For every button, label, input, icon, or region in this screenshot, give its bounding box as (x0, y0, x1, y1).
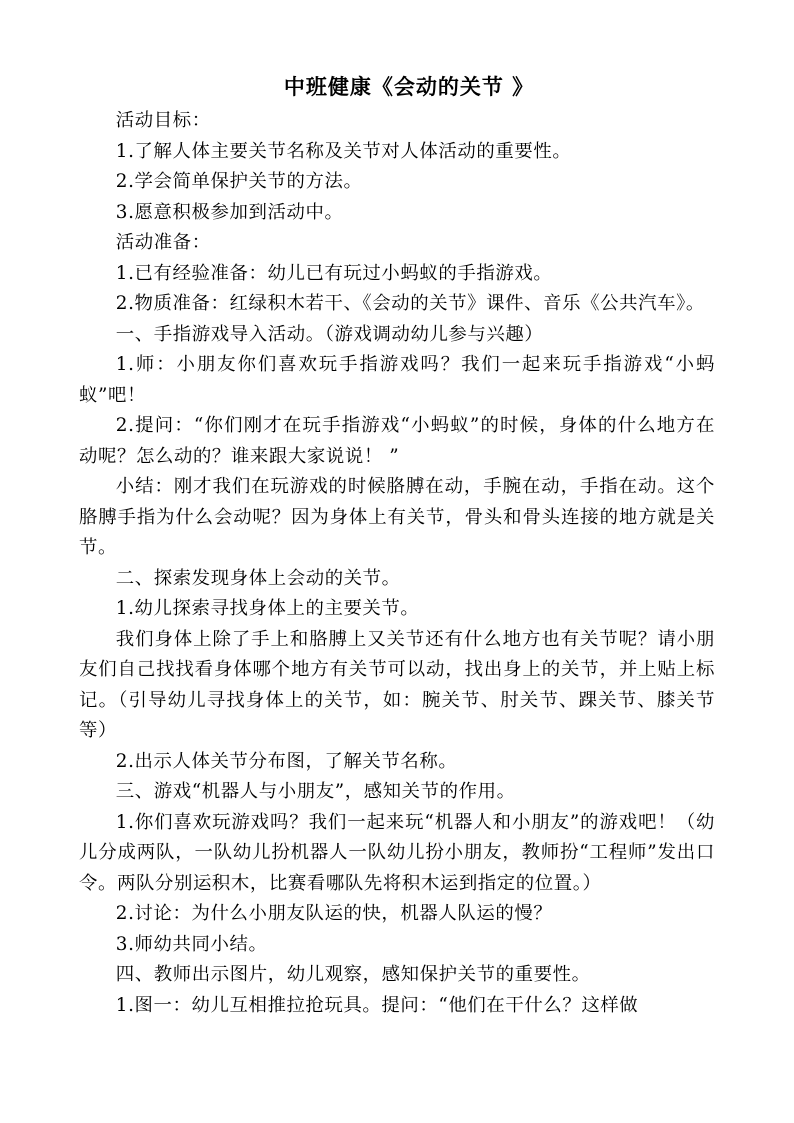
paragraph-section-2-step-1: 1.幼儿探索寻找身体上的主要关节。 (115, 598, 420, 619)
paragraph-prep-1: 1.已有经验准备：幼儿已有玩过小蚂蚁的手指游戏。 (115, 262, 553, 284)
paragraph-prep-2: 2.物质准备：红绿积木若干、《会动的关节》课件、音乐《公共汽车》。 (115, 293, 705, 314)
paragraph-prep-heading: 活动准备： (115, 232, 211, 253)
document-title: 中班健康《会动的关节 》 (283, 75, 535, 99)
paragraph-goal-1: 1.了解人体主要关节名称及关节对人体活动的重要性。 (115, 140, 572, 162)
paragraph-section-1-summary: 小结：刚才我们在玩游戏的时候胳膊在动，手腕在动，手指在动。这个胳膊手指为什么会动呢？因为身体上有关节，骨头和骨头连接的地方就是关节。 (79, 476, 715, 558)
paragraph-section-3-step-1: 1.你们喜欢玩游戏吗？我们一起来玩“机器人和小朋友”的游戏吧！（幼儿分成两队，一队幼儿扮机器人一队幼儿扮小朋友，教师扮“工程师”发出口令。两队分别运积木，比赛看哪队先将积木运到指定的位置。） (79, 811, 715, 894)
paragraph-goal-3: 3.愿意积极参加到活动中。 (115, 201, 344, 223)
paragraph-section-2-detail: 我们身体上除了手上和胳膊上又关节还有什么地方也有关节呢？请小朋友们自己找找看身体哪个地方有关节可以动，找出身上的关节，并上贴上标记。（引导幼儿寻找身体上的关节，如：腕关节、肘关节、踝关节、膝关节等） (79, 628, 715, 741)
paragraph-section-1: 一、手指游戏导入活动。（游戏调动幼儿参与兴趣） (115, 323, 544, 345)
paragraph-section-4: 四、教师出示图片，幼儿观察，感知保护关节的重要性。 (115, 964, 591, 985)
paragraph-section-2: 二、探索发现身体上会动的关节。 (115, 567, 401, 589)
paragraph-section-1-step-2: 2.提问：“你们刚才在玩手指游戏“小蚂蚁”的时候，身体的什么地方在动呢？怎么动的？谁来跟大家说说！ ” (79, 415, 715, 467)
paragraph-goal-2: 2.学会简单保护关节的方法。 (115, 171, 363, 192)
paragraph-section-4-step-1: 1.图一：幼儿互相推拉抢玩具。提问：“他们在干什么？这样做 (115, 994, 639, 1016)
paragraph-section-3-step-2: 2.讨论：为什么小朋友队运的快，机器人队运的慢？ (115, 903, 553, 924)
paragraph-section-3-step-3: 3.师幼共同小结。 (115, 933, 268, 955)
paragraph-section-2-step-2: 2.出示人体关节分布图，了解关节名称。 (115, 750, 458, 772)
paragraph-section-3: 三、游戏“机器人与小朋友”，感知关节的作用。 (115, 781, 516, 802)
paragraph-goals-heading: 活动目标： (115, 110, 211, 131)
document-body (79, 106, 715, 1021)
paragraph-section-1-step-1: 1.师：小朋友你们喜欢玩手指游戏吗？我们一起来玩手指游戏“小蚂蚁”吧！ (79, 354, 715, 406)
